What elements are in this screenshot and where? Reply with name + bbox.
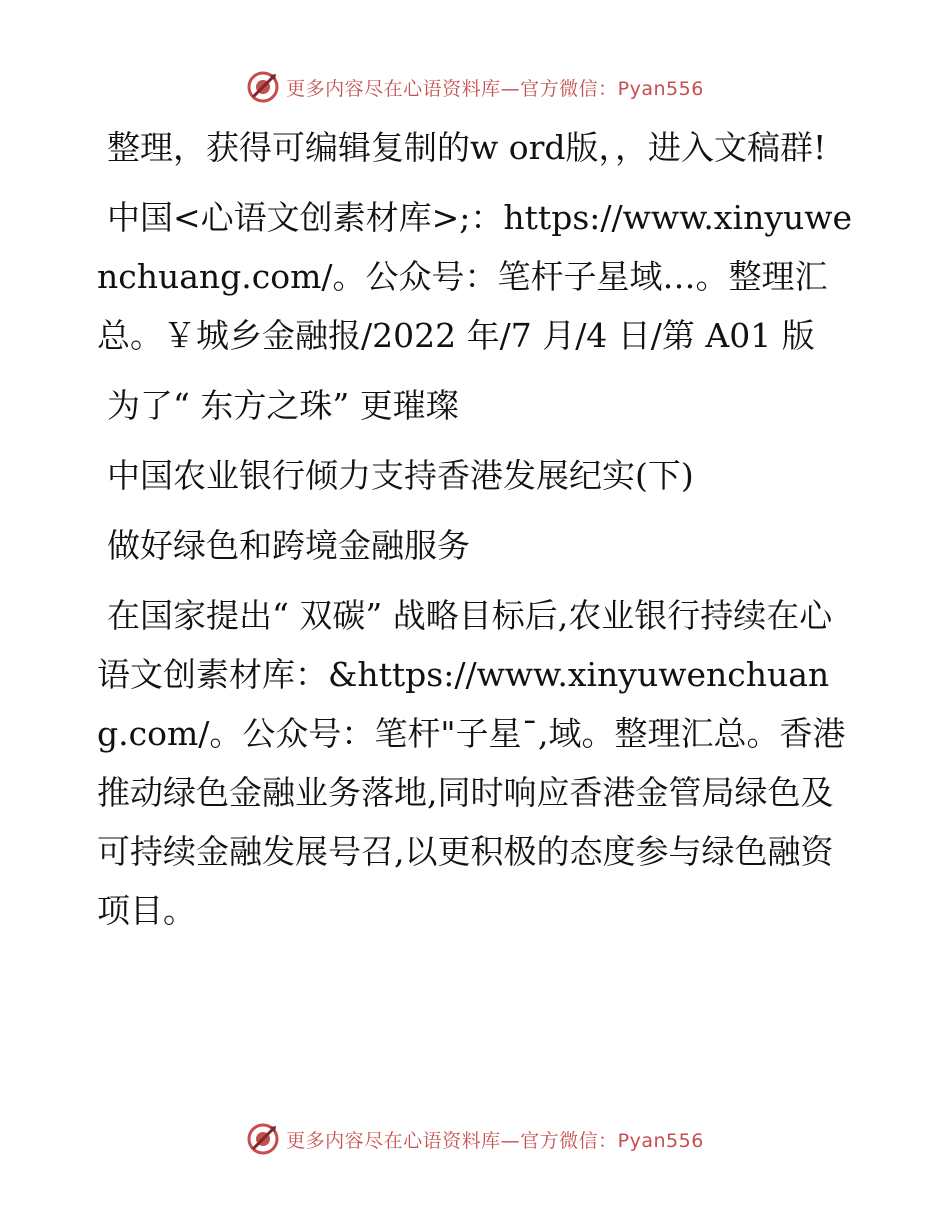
section-heading: 做好绿色和跨境金融服务 xyxy=(107,526,470,565)
source-paragraph: 中国<心语文创素材库>;：https://www.xinyuwenchuang.com/。公众号：笔杆子星域…。整理汇总。￥城乡金融报/2022 年/7 月/4 日/第 A01 版 xyxy=(97,198,853,355)
logo-icon xyxy=(246,70,280,104)
header-watermark xyxy=(0,70,950,104)
article-subtitle: 中国农业银行倾力支持香港发展纪实(下) xyxy=(107,456,694,495)
watermark-text: 更多内容尽在心语资料库—官方微信：Pyan556 xyxy=(286,1129,704,1152)
footer-watermark xyxy=(0,1122,950,1156)
document-body xyxy=(97,118,857,951)
logo-icon xyxy=(246,1122,280,1156)
intro-paragraph: 整理，获得可编辑复制的w ord版，，进入文稿群! xyxy=(107,128,827,167)
body-paragraph: 在国家提出“ 双碳” 战略目标后,农业银行持续在心语文创素材库：&https://www.xinyuwenchuang.com/。公众号：笔杆"子星¯,域。整理汇总。香港推动绿色金融业务落地,同时响应香港金管局绿色及可持续金融发展号召,以更积极的态度参与绿色融资项目。 xyxy=(97,596,846,930)
watermark-text: 更多内容尽在心语资料库—官方微信：Pyan556 xyxy=(286,77,704,100)
article-title: 为了“ 东方之珠” 更璀璨 xyxy=(107,386,459,425)
